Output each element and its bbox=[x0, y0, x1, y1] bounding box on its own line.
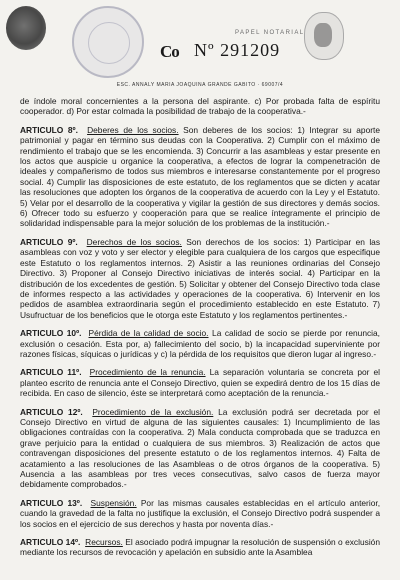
coat-of-arms-icon bbox=[304, 12, 344, 60]
article-body: La calidad de socio se pierde por renuncia, exclusión o cesación. Esta por, a) fallecimiento del socio, b) la incapacidad superviniente por razones físicas, síquicas o jurídicas y c) la pérdida de los requisitos que dieron lugar al ingreso.- bbox=[20, 328, 380, 359]
article-body: La exclusión podrá ser decretada por el Consejo Directivo en virtud de alguna de las siguientes causales: 1) Incumplimiento de las obligaciones contraídas con la cooperativa. 2) Mala conducta comprobada que se traduzca en grave perjuicio para la entidad o cualquiera de sus miembros. 3) Realización de actos que contravengan disposiciones del presente estatuto o de los reglamentos internos. 4) Falta de acatamiento a las resoluciones de las Asambleas o de otros órganos de la cooperativa. 5) Ausencia a las asambleas por tres veces consecutivas, salvo casos de fuerza mayor debidamente comprobados.- bbox=[20, 406, 380, 490]
article-8 bbox=[20, 125, 380, 229]
article-heading: Procedimiento de la exclusión. bbox=[92, 406, 214, 417]
intro-paragraph: de índole moral concernientes a la persona del aspirante. c) Por probada falta de espíritu cooperador. d) Por estar colmada la posibilidad de trabajo de la cooperativa.- bbox=[20, 96, 380, 117]
article-body: Por las mismas causales establecidas en el artículo anterior, cuando la gravedad de la falta no justifique la exclusión, el Consejo Directivo podrá suspender a los socios en el ejercicio de sus derechos y hasta por noventa días.- bbox=[20, 497, 380, 529]
article-body: Son derechos de los socios: 1) Participar en las asambleas con voz y voto y ser elector y elegible para cualquiera de los cargos que especifique este Estatuto o los reglamentos internos. 2) Asistir a las reuniones ordinarias del Consejo Directivo. 3) Proponer al Consejo Directivo iniciativas de interés social. 4) Participar en la distribución de los excedentes de gestión. 5) Solicitar y obtener del Consejo Directivo toda clase de informes respecto a las actividades y operaciones de la cooperativa. 6) Intervenir en los pedidos de asamblea extraordinaria según el procedimiento establecido en este Estatuto. 7) Usufructuar de los beneficios que le otorga este Estatuto y los reglamentos pertinentes.- bbox=[20, 236, 380, 320]
article-title: ARTICULO 8º. bbox=[20, 124, 78, 135]
ink-stamp-seal bbox=[6, 6, 46, 50]
article-title: ARTICULO 13º. bbox=[20, 497, 83, 508]
article-heading: Recursos. bbox=[85, 537, 123, 548]
article-12 bbox=[20, 407, 380, 490]
article-heading: Pérdida de la calidad de socio. bbox=[88, 328, 209, 339]
notarial-header bbox=[0, 0, 400, 92]
article-body: La separación voluntaria se concreta por el planteo escrito de renuncia ante el Consejo Directivo, quien se expedirá dentro de los 15 días de recibida. En caso de silencio, éste se interpretará como aceptación de la renuncia.- bbox=[20, 367, 380, 399]
article-heading: Derechos de los socios. bbox=[86, 236, 182, 247]
article-heading: Deberes de los socios. bbox=[87, 124, 179, 135]
series-code: Co bbox=[160, 42, 179, 61]
article-13 bbox=[20, 498, 380, 529]
article-body: Son deberes de los socios: 1) Integrar su aporte patrimonial y pagar en término sus deudas con la Cooperativa. 2) Cumplir con el máximo de rendimiento el trabajo que se les encomienda. 3) Concurrir a las asambleas y estar presente en los actos que auspicie u organice la cooperativa, a efectos de lograr la compenetración de ideales y compañerismo de todos sus miembros e interesarse constantemente por el progreso social. 4) Cumplir las disposiciones de este estatuto, de los reglamentos que se dicten y acatar las resoluciones que adopten los órganos de la cooperativa de acuerdo con la Ley y el Estatuto. 5) Velar por el desarrollo de la cooperativa y vigilar la gestión de sus directores y demás socios. 6) Ofrecer todo su esfuerzo y cooperación para que se realice íntegramente el principio de solidaridad indispensable para la mejor solución de los problemas de la institución.- bbox=[20, 124, 380, 229]
papel-notarial-label: PAPEL NOTARIAL bbox=[235, 30, 305, 36]
article-heading: Suspensión. bbox=[90, 497, 137, 508]
article-10 bbox=[20, 328, 380, 359]
article-title: ARTICULO 12º. bbox=[20, 406, 83, 417]
article-9 bbox=[20, 237, 380, 320]
article-title: ARTICULO 11º. bbox=[20, 367, 82, 378]
article-body: El asociado podrá impugnar la resolución de suspensión o exclusión mediante los recursos de revocación y apelación en subsidio ante la Asamblea bbox=[20, 537, 380, 558]
sheet-number: Nº 291209 bbox=[194, 40, 281, 60]
notary-line: ESC. ANNALY MARIA JOAQUINA GRANDE GABITO · 69007/4 bbox=[116, 82, 284, 88]
article-11 bbox=[20, 367, 380, 398]
article-14 bbox=[20, 537, 380, 558]
article-title: ARTICULO 9º. bbox=[20, 236, 78, 247]
embossed-national-seal bbox=[72, 6, 144, 78]
article-heading: Procedimiento de la renuncia. bbox=[89, 367, 206, 378]
statute-text bbox=[20, 96, 380, 578]
article-title: ARTICULO 10º. bbox=[20, 328, 82, 339]
article-title: ARTICULO 14º. bbox=[20, 537, 81, 548]
